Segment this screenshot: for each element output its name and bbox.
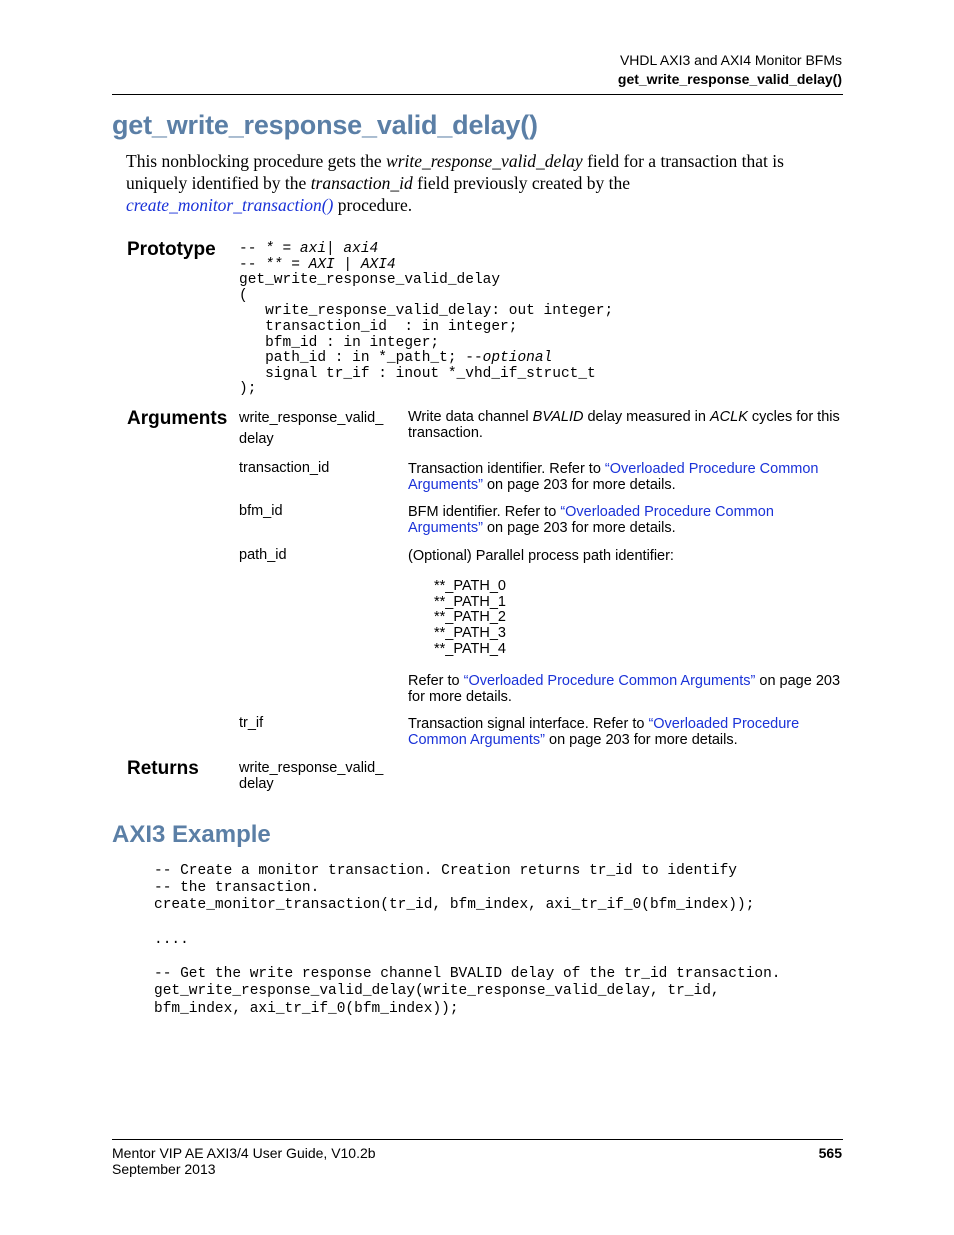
prototype-label: Prototype	[127, 239, 216, 260]
arguments-label: Arguments	[127, 408, 228, 429]
desc-text: on page 203 for more details.	[482, 477, 676, 493]
intro-text: procedure.	[333, 195, 413, 215]
path-value: **_PATH_4	[434, 640, 506, 657]
intro-transaction-id: transaction_id	[310, 173, 413, 193]
footer-guide-title: Mentor VIP AE AXI3/4 User Guide, V10.2b	[112, 1145, 376, 1161]
arg-desc-path-id-refer	[408, 673, 844, 705]
desc-text: on page 203 for more details.	[482, 520, 676, 536]
desc-text: cycles for this transaction.	[408, 409, 840, 441]
desc-text: delay measured in	[583, 409, 710, 425]
desc-text: Transaction identifier. Refer to	[408, 461, 605, 477]
returns-value	[239, 760, 383, 792]
param-write-response-valid-delay: write_response_valid_delay: out integer;	[239, 303, 614, 320]
arg-name-path-id: path_id	[239, 547, 287, 563]
desc-text: Transaction signal interface. Refer to	[408, 716, 649, 732]
arg-name-tr-if: tr_if	[239, 715, 264, 731]
footer-date: September 2013	[112, 1161, 216, 1177]
arg-name-line: write_response_valid_	[239, 410, 384, 426]
path-value: **_PATH_1	[434, 593, 506, 610]
param-tr-if: signal tr_if : inout *_vhd_if_struct_t	[239, 365, 596, 382]
arg-name-line: delay	[239, 431, 274, 447]
header-rule	[112, 94, 843, 95]
close-paren: );	[239, 381, 257, 398]
returns-line: write_response_valid_	[239, 760, 384, 776]
path-value: **_PATH_2	[434, 609, 506, 626]
desc-text: on page 203 for more details.	[408, 673, 841, 705]
overloaded-args-link[interactable]: “Overloaded Procedure Common Arguments”	[463, 673, 756, 689]
intro-text: field for a transaction that is uniquely identified by the	[126, 151, 784, 193]
page-title: get_write_response_valid_delay()	[112, 110, 538, 140]
comment-axi-variants: * = axi| axi4	[265, 241, 379, 257]
open-paren: (	[239, 287, 248, 304]
optional-comment: optional	[482, 350, 553, 367]
returns-line: delay	[239, 776, 274, 792]
path-values-list	[434, 579, 506, 658]
overloaded-args-link[interactable]: “Overloaded Procedure Common Arguments”	[408, 504, 774, 536]
page-number: 565	[818, 1145, 842, 1161]
procedure-name: get_write_response_valid_delay	[239, 272, 501, 289]
arg-name-bfm-id: bfm_id	[239, 503, 283, 519]
overloaded-args-link[interactable]: “Overloaded Procedure Common Arguments”	[408, 716, 800, 748]
bvalid-signal: BVALID	[532, 409, 584, 425]
arg-desc-bfm-id	[408, 504, 844, 536]
desc-text: Refer to	[408, 673, 464, 689]
comment-prefix: --	[239, 256, 266, 273]
arg-desc-tr-if	[408, 716, 844, 748]
arg-desc-write-response-valid-delay	[408, 409, 844, 441]
param-transaction-id: transaction_id : in integer;	[239, 318, 518, 335]
path-value: **_PATH_0	[434, 578, 506, 594]
create-monitor-transaction-link[interactable]: create_monitor_transaction()	[126, 195, 334, 215]
path-value: **_PATH_3	[434, 625, 506, 642]
intro-text: field previously created by the	[412, 173, 630, 193]
intro-field-name: write_response_valid_delay	[386, 151, 583, 171]
prototype-code	[239, 242, 613, 398]
running-header-chapter: VHDL AXI3 and AXI4 Monitor BFMs	[619, 52, 842, 68]
desc-text: on page 203 for more details.	[545, 732, 738, 748]
param-bfm-id: bfm_id : in integer;	[239, 334, 440, 351]
arg-name-transaction-id: transaction_id	[239, 460, 330, 476]
comment-AXI-variants: ** = AXI | AXI4	[265, 256, 396, 273]
comment-prefix: --	[239, 241, 266, 257]
returns-label: Returns	[127, 758, 199, 779]
intro-text: This nonblocking procedure gets the	[126, 151, 387, 171]
example-code-block: -- Create a monitor transaction. Creation returns tr_id to identify -- the transaction. create_monitor_transaction(tr_id, bfm_index, axi_tr_if_0(bfm_index)); .... -- Get the write response channel BVALID delay of the tr_id transaction. get_write_response_valid_delay(write_response_valid_delay, tr_id, bfm_index, axi_tr_if_0(bfm_index));	[154, 863, 781, 1017]
desc-text: Write data channel	[408, 409, 533, 425]
footer-rule	[112, 1139, 843, 1140]
arg-desc-transaction-id	[408, 461, 844, 493]
intro-paragraph	[126, 150, 841, 216]
aclk-signal: ACLK	[710, 409, 748, 425]
axi3-example-heading: AXI3 Example	[112, 821, 271, 848]
arg-desc-path-id: (Optional) Parallel process path identifier:	[408, 548, 674, 564]
param-path-id: path_id : in *_path_t; --	[239, 350, 483, 367]
arg-name-write-response-valid-delay	[239, 408, 383, 450]
running-header-section: get_write_response_valid_delay()	[617, 71, 842, 87]
desc-text: BFM identifier. Refer to	[408, 504, 561, 520]
overloaded-args-link[interactable]: “Overloaded Procedure Common Arguments”	[408, 461, 819, 493]
